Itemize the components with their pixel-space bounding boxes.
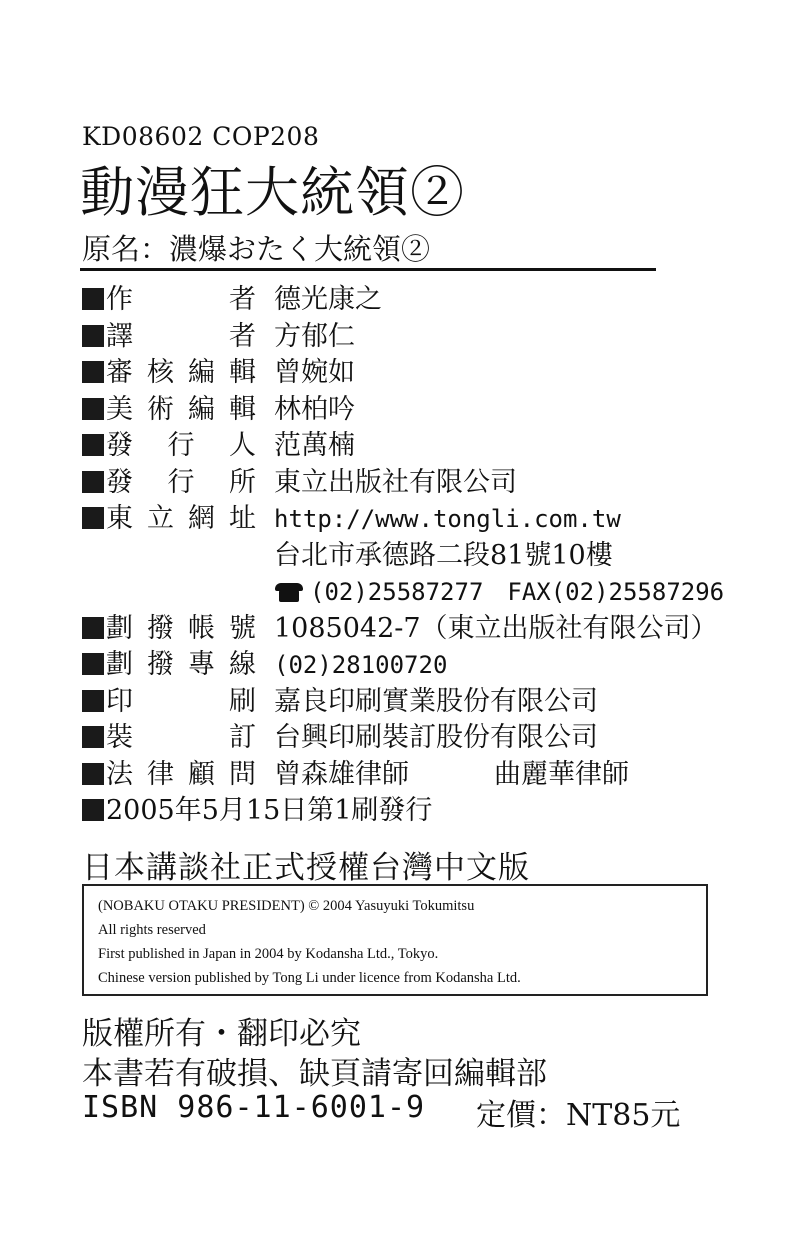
credit-row-edition <box>82 793 782 830</box>
bullet-square <box>82 653 104 675</box>
credit-label: 譯者 <box>106 320 256 352</box>
credit-row-legal <box>82 757 782 794</box>
credit-row-translator <box>82 319 782 356</box>
telephone-icon <box>274 582 304 602</box>
title-divider <box>80 268 656 271</box>
credit-value: 德光康之 <box>274 284 382 315</box>
credit-value: 范萬楠 <box>274 430 355 461</box>
credit-label: 法律顧問 <box>106 758 256 790</box>
credit-value: 東立出版社有限公司 <box>274 466 517 498</box>
credit-row-website <box>82 501 782 538</box>
edition-text: 2005年5月15日第1刷發行 <box>106 795 433 826</box>
bullet-square <box>82 288 104 310</box>
credit-label: 印刷 <box>106 685 256 717</box>
copyright-line: Chinese version published by Tong Li under licence from Kodansha Ltd. <box>98 970 521 986</box>
bullet-square <box>82 471 104 493</box>
bullet-square <box>82 799 104 821</box>
credit-value-secondary: 曲麗華律師 <box>494 758 629 790</box>
credit-value: (02)28100720 <box>274 651 448 679</box>
credit-row-binding <box>82 720 782 757</box>
credit-label: 劃撥專線 <box>106 649 256 680</box>
credit-label: 劃撥帳號 <box>106 612 256 644</box>
authorization-line: 日本講談社正式授權台灣中文版 <box>82 850 530 886</box>
original-title: 原名：濃爆おたく大統領② <box>82 232 431 266</box>
credit-row-hotline <box>82 647 782 684</box>
damaged-notice: 本書若有破損、缺頁請寄回編輯部 <box>82 1056 547 1092</box>
website-link[interactable]: http://www.tongli.com.tw <box>274 505 621 533</box>
credit-value: 1085042-7（東立出版社有限公司） <box>274 612 718 644</box>
credit-row-address <box>82 538 782 575</box>
credit-label: 發行所 <box>106 466 256 498</box>
credit-value: 曾婉如 <box>274 357 355 388</box>
credit-row-printing <box>82 684 782 721</box>
address-text: 台北市承德路二段81號10樓 <box>274 539 613 571</box>
bullet-square <box>82 398 104 420</box>
rights-reserved: 版權所有・翻印必究 <box>82 1016 361 1052</box>
credit-row-art-editor <box>82 392 782 429</box>
credit-label: 審核編輯 <box>106 357 256 388</box>
price: 定價：NT85元 <box>476 1098 681 1133</box>
bullet-square <box>82 690 104 712</box>
book-code: KD08602 COP208 <box>82 122 320 151</box>
phone-fax-text: (02)25587277 FAX(02)25587296 <box>310 578 725 606</box>
bullet-square <box>82 617 104 639</box>
bullet-square <box>82 763 104 785</box>
copyright-line: All rights reserved <box>98 922 206 938</box>
credit-label: 作者 <box>106 284 256 315</box>
credit-value: 林柏吟 <box>274 393 355 425</box>
credit-value: 台興印刷裝訂股份有限公司 <box>274 722 598 753</box>
book-title: 動漫狂大統領② <box>80 161 465 224</box>
copyright-box <box>82 884 708 996</box>
credit-value: 嘉良印刷實業股份有限公司 <box>274 685 598 717</box>
bullet-square <box>82 434 104 456</box>
credit-label: 裝訂 <box>106 722 256 753</box>
credits-list <box>82 282 782 830</box>
credit-label: 美術編輯 <box>106 393 256 425</box>
bullet-square <box>82 726 104 748</box>
copyright-line: First published in Japan in 2004 by Kodansha Ltd., Tokyo. <box>98 946 439 962</box>
credit-value: 曾森雄律師 <box>274 758 409 790</box>
credit-label: 發行人 <box>106 430 256 461</box>
bullet-square <box>82 507 104 529</box>
bullet-square <box>82 361 104 383</box>
credit-row-reviewer <box>82 355 782 392</box>
credit-row-author <box>82 282 782 319</box>
phone-line <box>274 574 724 611</box>
credit-label: 東立網址 <box>106 503 256 534</box>
credit-row-account <box>82 611 782 648</box>
copyright-line: (NOBAKU OTAKU PRESIDENT) © 2004 Yasuyuki Tokumitsu <box>98 898 475 914</box>
isbn: ISBN 986-11-6001-9 <box>82 1090 426 1125</box>
bullet-square <box>82 325 104 347</box>
credit-row-publisher-person <box>82 428 782 465</box>
credit-row-phone <box>82 574 782 611</box>
credit-row-publisher <box>82 465 782 502</box>
credit-value: 方郁仁 <box>274 320 355 352</box>
